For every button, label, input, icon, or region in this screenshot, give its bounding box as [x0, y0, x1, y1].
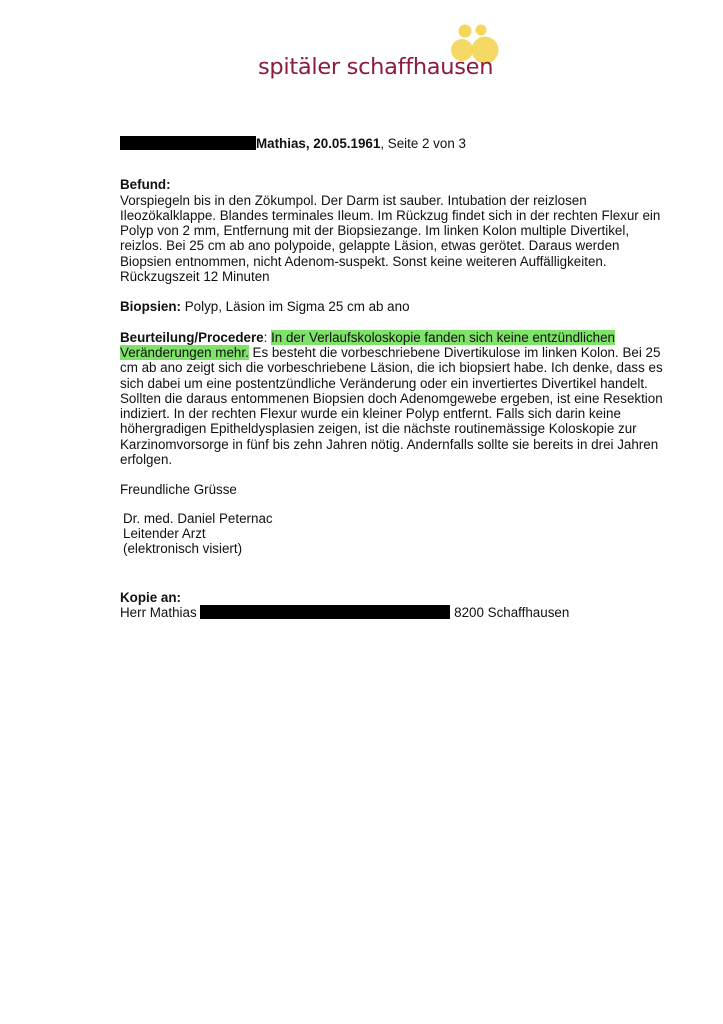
signature-name: Dr. med. Daniel Peternac — [123, 510, 273, 526]
kopie-suffix: 8200 Schaffhausen — [454, 604, 570, 620]
biopsien-section — [120, 299, 665, 314]
hospital-logo — [258, 18, 518, 94]
kopie-recipient — [120, 605, 665, 620]
redacted-surname — [120, 136, 256, 150]
biopsien-text: Polyp, Läsion im Sigma 25 cm ab ano — [181, 299, 410, 315]
logo-text: spitäler schaffhausen — [258, 54, 494, 80]
highlighted-text: In der Verlaufskoloskopie fanden sich keine entzündlichen Veränderungen mehr. — [120, 329, 615, 360]
page-info: , Seite 2 von 3 — [380, 136, 466, 151]
patient-name: Mathias, 20.05.1961 — [256, 136, 381, 151]
closing-greeting: Freundliche Grüsse — [120, 482, 237, 498]
befund-label: Befund: — [120, 177, 171, 193]
beurteilung-section — [120, 330, 665, 468]
biopsien-label: Biopsien: — [120, 299, 182, 315]
befund-section — [120, 177, 665, 284]
beurteilung-label: Beurteilung/Procedere — [120, 329, 264, 345]
redacted-address — [200, 605, 450, 619]
signature-block — [123, 511, 665, 557]
letter-body — [120, 136, 665, 620]
kopie-section — [120, 590, 665, 621]
beurteilung-colon: : — [263, 329, 272, 345]
beurteilung-text: Es besteht die vorbeschriebene Divertikulose im linken Kolon. Bei 25 cm ab ano zeigt sich die vorbeschriebene Läsion, die ich biopsiert habe. Ich denke, dass es sich dabei um eine postentzündliche Veränderung oder ein invertiertes Divertikel handelt. Sollten die daraus entommenen Biopsien doch Adenomgewebe ergeben, ist eine Resektion indiziert. In der rechten Flexur wurde ein kleiner Polyp entfernt. Falls sich darin keine höhergradigen Epitheldysplasien zeigen, ist die nächste routinemässige Koloskopie zur Karzinomvorsorge in fünf bis zehn Jahren nötig. Andernfalls sollte sie bereits in drei Jahren erfolgen. — [120, 344, 663, 468]
signature-note: (elektronisch visiert) — [123, 541, 243, 557]
page-header — [120, 136, 665, 151]
befund-text: Vorspiegeln bis in den Zökumpol. Der Darm ist sauber. Intubation der reizlosen Ileozökalklappe. Blandes terminales Ileum. Im Rückzug findet sich in der rechten Flexur ein Polyp von 2 mm, Entfernung mit der Biopsiezange. Im linken Kolon multiple Divertikel, reizlos. Bei 25 cm ab ano polypoide, gelappte Läsion, etwas gerötet. Daraus werden Biopsien entnommen, nicht Adenom-suspekt. Sonst keine weiteren Auffälligkeiten. Rückzugszeit 12 Minuten — [120, 192, 661, 285]
kopie-label: Kopie an: — [120, 589, 182, 605]
signature-title: Leitender Arzt — [123, 525, 206, 541]
kopie-prefix: Herr Mathias — [120, 604, 197, 620]
